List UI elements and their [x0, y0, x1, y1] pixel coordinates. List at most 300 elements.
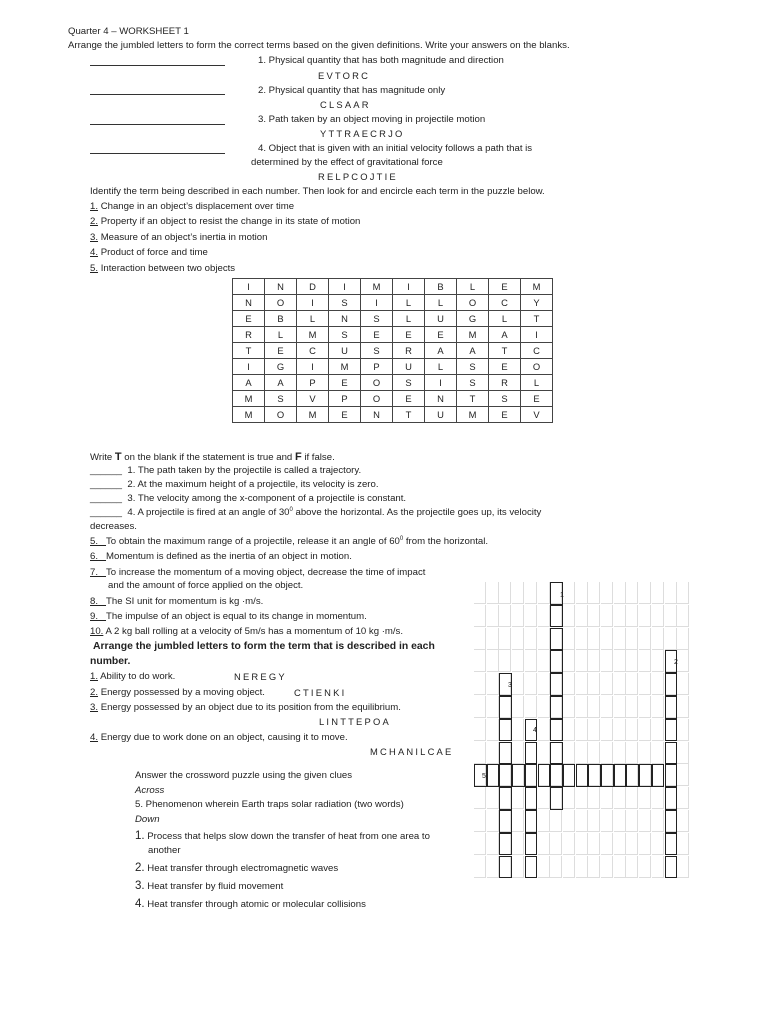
- crossword-grid-cell: [576, 856, 588, 878]
- puzzle-letter-cell[interactable]: T: [233, 343, 265, 359]
- crossword-grid-cell: [652, 582, 664, 604]
- tf-blank[interactable]: ______: [90, 493, 123, 504]
- part4-jumble-4: MCHANILCAE: [370, 746, 454, 757]
- crossword-grid-cell: [576, 787, 588, 809]
- crossword-grid-cell: [563, 673, 575, 695]
- crossword-answer-cell[interactable]: [512, 764, 525, 787]
- crossword-grid-cell: [677, 673, 689, 695]
- crossword-answer-cell[interactable]: [525, 833, 538, 856]
- puzzle-letter-cell[interactable]: I: [297, 295, 329, 311]
- puzzle-letter-cell[interactable]: S: [457, 375, 489, 391]
- tf-item-6: 6. Momentum is defined as the inertia of an object in motion.: [90, 551, 352, 562]
- puzzle-letter-cell[interactable]: M: [457, 327, 489, 343]
- puzzle-letter-cell[interactable]: M: [521, 279, 553, 295]
- crossword-grid-cell: [563, 582, 575, 604]
- crossword-answer-cell[interactable]: [487, 764, 500, 787]
- crossword-grid-cell: [512, 605, 524, 627]
- crossword-number-3: 3: [508, 682, 512, 689]
- crossword-grid-cell: [563, 810, 575, 832]
- puzzle-letter-cell[interactable]: L: [457, 279, 489, 295]
- crossword-grid-cell: [538, 856, 550, 878]
- crossword-answer-cell[interactable]: [525, 764, 538, 787]
- puzzle-letter-cell[interactable]: S: [393, 375, 425, 391]
- part4-jumble-3: LINTTEPOA: [319, 716, 391, 727]
- crossword-grid-cell: [563, 742, 575, 764]
- puzzle-letter-cell[interactable]: Y: [521, 295, 553, 311]
- tf-blank[interactable]: ______: [90, 465, 123, 476]
- puzzle-letter-cell[interactable]: N: [361, 407, 393, 423]
- crossword-grid-cell: [601, 719, 613, 741]
- crossword-grid-cell: [576, 810, 588, 832]
- crossword-grid-cell: [626, 787, 638, 809]
- part4-jumble-1: NEREGY: [234, 671, 287, 682]
- crossword-answer-cell[interactable]: [665, 833, 678, 856]
- puzzle-letter-cell[interactable]: M: [233, 391, 265, 407]
- answer-blank-1[interactable]: [90, 65, 225, 66]
- puzzle-letter-cell[interactable]: E: [233, 311, 265, 327]
- part2-item-3: 3. Measure of an object’s inertia in motion: [90, 232, 268, 243]
- puzzle-letter-cell[interactable]: A: [425, 343, 457, 359]
- crossword-grid-cell: [639, 696, 651, 718]
- puzzle-letter-cell[interactable]: T: [489, 343, 521, 359]
- crossword-grid-cell: [538, 650, 550, 672]
- puzzle-letter-cell[interactable]: I: [425, 375, 457, 391]
- crossword-grid-cell: [538, 696, 550, 718]
- crossword-answer-cell[interactable]: [525, 810, 538, 833]
- crossword-answer-cell[interactable]: [665, 742, 678, 765]
- crossword-grid-cell: [677, 833, 689, 855]
- puzzle-letter-cell[interactable]: T: [521, 311, 553, 327]
- puzzle-letter-cell[interactable]: V: [297, 391, 329, 407]
- crossword-answer-cell[interactable]: [550, 673, 563, 696]
- crossword-answer-cell[interactable]: [538, 764, 551, 787]
- crossword-answer-cell[interactable]: [499, 787, 512, 810]
- crossword-grid-cell: [563, 628, 575, 650]
- puzzle-letter-cell[interactable]: O: [457, 295, 489, 311]
- crossword-grid-cell: [487, 787, 499, 809]
- crossword-grid-cell: [639, 833, 651, 855]
- crossword-answer-cell[interactable]: [550, 719, 563, 742]
- crossword-answer-cell[interactable]: [563, 764, 576, 787]
- puzzle-row: [233, 295, 553, 311]
- puzzle-letter-cell[interactable]: I: [297, 359, 329, 375]
- crossword-grid-cell: [563, 833, 575, 855]
- crossword-grid-cell: [614, 742, 626, 764]
- crossword-grid-cell: [677, 787, 689, 809]
- crossword-answer-cell[interactable]: [665, 696, 678, 719]
- puzzle-letter-cell[interactable]: S: [329, 327, 361, 343]
- puzzle-letter-cell[interactable]: L: [489, 311, 521, 327]
- puzzle-letter-cell[interactable]: R: [489, 375, 521, 391]
- puzzle-letter-cell[interactable]: I: [233, 359, 265, 375]
- puzzle-letter-cell[interactable]: M: [457, 407, 489, 423]
- crossword-answer-cell[interactable]: [525, 787, 538, 810]
- puzzle-letter-cell[interactable]: I: [233, 279, 265, 295]
- puzzle-row: [233, 391, 553, 407]
- crossword-answer-cell[interactable]: [499, 856, 512, 879]
- puzzle-letter-cell[interactable]: T: [457, 391, 489, 407]
- crossword-grid-cell: [652, 856, 664, 878]
- puzzle-letter-cell[interactable]: E: [489, 407, 521, 423]
- puzzle-letter-cell[interactable]: S: [265, 391, 297, 407]
- crossword-grid-cell: [487, 628, 499, 650]
- crossword-grid-cell: [626, 605, 638, 627]
- puzzle-letter-cell[interactable]: P: [297, 375, 329, 391]
- part4-jumble-2: CTIENKI: [294, 687, 347, 698]
- crossword-grid-cell: [538, 833, 550, 855]
- crossword-grid-cell: [601, 673, 613, 695]
- puzzle-row: [233, 279, 553, 295]
- puzzle-letter-cell[interactable]: G: [265, 359, 297, 375]
- down-label: Down: [135, 814, 160, 825]
- crossword-answer-cell[interactable]: [576, 764, 589, 787]
- puzzle-letter-cell[interactable]: O: [265, 295, 297, 311]
- puzzle-letter-cell[interactable]: L: [393, 295, 425, 311]
- crossword-grid-cell: [614, 833, 626, 855]
- crossword-grid-cell: [538, 605, 550, 627]
- crossword-grid-cell: [665, 605, 677, 627]
- puzzle-letter-cell[interactable]: E: [265, 343, 297, 359]
- puzzle-letter-cell[interactable]: A: [489, 327, 521, 343]
- crossword-grid-cell: [563, 787, 575, 809]
- crossword-grid-cell: [652, 833, 664, 855]
- puzzle-letter-cell[interactable]: A: [233, 375, 265, 391]
- crossword-grid-cell: [563, 650, 575, 672]
- crossword-grid-cell: [538, 719, 550, 741]
- puzzle-row: [233, 327, 553, 343]
- puzzle-letter-cell[interactable]: M: [297, 407, 329, 423]
- part1-jumble-3: YTTRAECRJO: [320, 128, 405, 139]
- puzzle-letter-cell[interactable]: S: [361, 343, 393, 359]
- crossword-grid[interactable]: [474, 582, 690, 890]
- crossword-grid-cell: [487, 605, 499, 627]
- crossword-answer-cell[interactable]: [550, 605, 563, 628]
- crossword-answer-cell[interactable]: [499, 810, 512, 833]
- puzzle-letter-cell[interactable]: L: [393, 311, 425, 327]
- puzzle-letter-cell[interactable]: S: [329, 295, 361, 311]
- crossword-answer-cell[interactable]: [525, 856, 538, 879]
- crossword-answer-cell[interactable]: [614, 764, 627, 787]
- crossword-grid-cell: [652, 719, 664, 741]
- puzzle-letter-cell[interactable]: S: [361, 311, 393, 327]
- crossword-grid-cell: [563, 696, 575, 718]
- crossword-answer-cell[interactable]: [550, 628, 563, 651]
- crossword-grid-cell: [639, 605, 651, 627]
- tf-item-4-cont: decreases.: [90, 521, 137, 532]
- crossword-grid-cell: [639, 742, 651, 764]
- puzzle-letter-cell[interactable]: E: [521, 391, 553, 407]
- part3-instruction: Write T on the blank if the statement is true and F if false.: [90, 451, 335, 463]
- crossword-grid-cell: [474, 856, 486, 878]
- tf-blank[interactable]: ______: [90, 507, 123, 518]
- crossword-grid-cell: [601, 787, 613, 809]
- puzzle-letter-cell[interactable]: N: [329, 311, 361, 327]
- crossword-grid-cell: [512, 833, 524, 855]
- crossword-grid-cell: [538, 742, 550, 764]
- crossword-grid-cell: [499, 650, 511, 672]
- puzzle-letter-cell[interactable]: L: [265, 327, 297, 343]
- crossword-grid-cell: [512, 628, 524, 650]
- crossword-answer-cell[interactable]: [499, 696, 512, 719]
- answer-blank-2[interactable]: [90, 94, 225, 95]
- crossword-grid-cell: [512, 696, 524, 718]
- part2-item-1: 1. Change in an object’s displacement over time: [90, 201, 295, 212]
- puzzle-letter-cell[interactable]: N: [265, 279, 297, 295]
- crossword-grid-cell: [626, 810, 638, 832]
- puzzle-letter-cell[interactable]: C: [521, 343, 553, 359]
- crossword-grid-cell: [626, 833, 638, 855]
- puzzle-letter-cell[interactable]: C: [489, 295, 521, 311]
- crossword-answer-cell[interactable]: [550, 696, 563, 719]
- puzzle-letter-cell[interactable]: A: [457, 343, 489, 359]
- answer-blank-4[interactable]: [90, 153, 225, 154]
- puzzle-letter-cell[interactable]: B: [425, 279, 457, 295]
- crossword-answer-cell[interactable]: [525, 742, 538, 765]
- crossword-grid-cell: [639, 628, 651, 650]
- crossword-grid-cell: [550, 810, 562, 832]
- crossword-grid-cell: [588, 742, 600, 764]
- crossword-grid-cell: [601, 833, 613, 855]
- puzzle-letter-cell[interactable]: I: [329, 279, 361, 295]
- crossword-answer-cell[interactable]: [499, 719, 512, 742]
- tf-item-4: ______ 4. A projectile is fired at an angle of $30^0$ above the horizontal. As the projectile goes up, its velocity: [90, 506, 542, 518]
- crossword-answer-cell[interactable]: [550, 650, 563, 673]
- crossword-grid-cell: [487, 856, 499, 878]
- crossword-answer-cell[interactable]: [499, 764, 512, 787]
- crossword-grid-cell: [576, 650, 588, 672]
- crossword-grid-cell: [474, 673, 486, 695]
- crossword-grid-cell: [538, 787, 550, 809]
- crossword-grid-cell: [525, 605, 537, 627]
- puzzle-letter-cell[interactable]: O: [361, 375, 393, 391]
- puzzle-letter-cell[interactable]: E: [329, 375, 361, 391]
- puzzle-letter-cell[interactable]: E: [393, 391, 425, 407]
- word-search-puzzle[interactable]: [232, 278, 553, 423]
- part1-jumble-2: CLSAAR: [320, 99, 371, 110]
- crossword-grid-cell: [576, 742, 588, 764]
- crossword-grid-cell: [626, 628, 638, 650]
- crossword-grid-cell: [588, 696, 600, 718]
- puzzle-letter-cell[interactable]: U: [425, 311, 457, 327]
- crossword-grid-cell: [652, 650, 664, 672]
- crossword-grid-cell: [538, 582, 550, 604]
- down-clue-1-cont: another: [148, 845, 181, 856]
- puzzle-letter-cell[interactable]: A: [265, 375, 297, 391]
- puzzle-letter-cell[interactable]: S: [457, 359, 489, 375]
- puzzle-letter-cell[interactable]: N: [425, 391, 457, 407]
- crossword-grid-cell: [614, 810, 626, 832]
- crossword-grid-cell: [499, 605, 511, 627]
- crossword-answer-cell[interactable]: [665, 787, 678, 810]
- crossword-grid-cell: [525, 628, 537, 650]
- crossword-grid-cell: [563, 856, 575, 878]
- crossword-grid-cell: [639, 719, 651, 741]
- puzzle-letter-cell[interactable]: B: [265, 311, 297, 327]
- puzzle-letter-cell[interactable]: E: [361, 327, 393, 343]
- crossword-grid-cell: [588, 605, 600, 627]
- crossword-grid-cell: [512, 856, 524, 878]
- crossword-grid-cell: [639, 810, 651, 832]
- part1-jumble-4: RELPCOJTIE: [318, 171, 398, 182]
- crossword-grid-cell: [474, 650, 486, 672]
- crossword-grid-cell: [499, 582, 511, 604]
- crossword-grid-cell: [512, 787, 524, 809]
- crossword-grid-cell: [474, 810, 486, 832]
- part2-item-4: 4. Product of force and time: [90, 247, 208, 258]
- puzzle-letter-cell[interactable]: I: [393, 279, 425, 295]
- puzzle-letter-cell[interactable]: L: [297, 311, 329, 327]
- crossword-grid-cell: [601, 582, 613, 604]
- puzzle-letter-cell[interactable]: E: [329, 407, 361, 423]
- crossword-answer-cell[interactable]: [550, 764, 563, 787]
- crossword-answer-cell[interactable]: [639, 764, 652, 787]
- tf-item-8: 8. The SI unit for momentum is kg ·m/s.: [90, 596, 264, 607]
- crossword-grid-cell: [474, 582, 486, 604]
- crossword-grid-cell: [626, 856, 638, 878]
- crossword-number-2: 2: [674, 659, 678, 666]
- crossword-answer-cell[interactable]: [588, 764, 601, 787]
- crossword-answer-cell[interactable]: [550, 787, 563, 810]
- crossword-grid-cell: [474, 628, 486, 650]
- crossword-answer-cell[interactable]: [665, 673, 678, 696]
- crossword-grid-cell: [512, 673, 524, 695]
- crossword-grid-cell: [665, 628, 677, 650]
- crossword-grid-cell: [576, 605, 588, 627]
- crossword-grid-cell: [601, 628, 613, 650]
- crossword-grid-cell: [588, 833, 600, 855]
- puzzle-letter-cell[interactable]: O: [361, 391, 393, 407]
- crossword-grid-cell: [512, 582, 524, 604]
- crossword-answer-cell[interactable]: [550, 742, 563, 765]
- crossword-answer-cell[interactable]: [665, 810, 678, 833]
- puzzle-letter-cell[interactable]: U: [393, 359, 425, 375]
- puzzle-letter-cell[interactable]: I: [521, 327, 553, 343]
- crossword-grid-cell: [538, 810, 550, 832]
- crossword-grid-cell: [614, 719, 626, 741]
- crossword-grid-cell: [677, 810, 689, 832]
- part4-item-1: 1. Ability to do work.: [90, 671, 176, 682]
- puzzle-letter-cell[interactable]: S: [489, 391, 521, 407]
- crossword-grid-cell: [601, 650, 613, 672]
- puzzle-letter-cell[interactable]: E: [393, 327, 425, 343]
- puzzle-letter-cell[interactable]: E: [489, 279, 521, 295]
- puzzle-row: [233, 311, 553, 327]
- puzzle-letter-cell[interactable]: O: [521, 359, 553, 375]
- down-clue-2: 2. Heat transfer through electromagnetic waves: [135, 862, 339, 874]
- crossword-answer-cell[interactable]: [652, 764, 665, 787]
- part4-item-3: 3. Energy possessed by an object due to its position from the equilibrium.: [90, 702, 401, 713]
- puzzle-letter-cell[interactable]: E: [489, 359, 521, 375]
- crossword-answer-cell[interactable]: [499, 833, 512, 856]
- crossword-grid-cell: [665, 582, 677, 604]
- puzzle-letter-cell[interactable]: L: [425, 359, 457, 375]
- puzzle-letter-cell[interactable]: V: [521, 407, 553, 423]
- crossword-answer-cell[interactable]: [601, 764, 614, 787]
- crossword-grid-cell: [626, 742, 638, 764]
- puzzle-letter-cell[interactable]: M: [329, 359, 361, 375]
- crossword-grid-cell: [487, 650, 499, 672]
- crossword-grid-cell: [614, 628, 626, 650]
- puzzle-letter-cell[interactable]: U: [425, 407, 457, 423]
- puzzle-letter-cell[interactable]: R: [233, 327, 265, 343]
- tf-item-9: 9. The impulse of an object is equal to its change in momentum.: [90, 611, 367, 622]
- crossword-grid-cell: [525, 650, 537, 672]
- puzzle-row: [233, 343, 553, 359]
- puzzle-letter-cell[interactable]: U: [329, 343, 361, 359]
- crossword-grid-cell: [626, 673, 638, 695]
- puzzle-letter-cell[interactable]: L: [521, 375, 553, 391]
- crossword-answer-cell[interactable]: [665, 856, 678, 879]
- part2-item-5: 5. Interaction between two objects: [90, 263, 236, 274]
- puzzle-letter-cell[interactable]: L: [425, 295, 457, 311]
- answer-blank-3[interactable]: [90, 124, 225, 125]
- crossword-answer-cell[interactable]: [665, 764, 678, 787]
- crossword-grid-cell: [576, 833, 588, 855]
- puzzle-row: [233, 359, 553, 375]
- puzzle-letter-cell[interactable]: P: [329, 391, 361, 407]
- part1-question-4: 4. Object that is given with an initial velocity follows a path that is: [258, 143, 533, 154]
- crossword-grid-cell: [601, 742, 613, 764]
- part2-instruction: Identify the term being described in each number. Then look for and encircle each term in the puzzle below.: [90, 186, 545, 197]
- puzzle-letter-cell[interactable]: R: [393, 343, 425, 359]
- puzzle-letter-cell[interactable]: M: [233, 407, 265, 423]
- puzzle-letter-cell[interactable]: D: [297, 279, 329, 295]
- part1-question-1: 1. Physical quantity that has both magnitude and direction: [258, 55, 504, 66]
- crossword-grid-cell: [512, 810, 524, 832]
- tf-item-1: ______ 1. The path taken by the projectile is called a trajectory.: [90, 465, 362, 476]
- puzzle-letter-cell[interactable]: M: [361, 279, 393, 295]
- puzzle-letter-cell[interactable]: I: [361, 295, 393, 311]
- crossword-grid-cell: [677, 719, 689, 741]
- puzzle-letter-cell[interactable]: C: [297, 343, 329, 359]
- crossword-answer-cell[interactable]: [626, 764, 639, 787]
- crossword-grid-cell: [652, 742, 664, 764]
- crossword-grid-cell: [677, 582, 689, 604]
- crossword-number-4: 4: [533, 727, 537, 734]
- part2-item-2: 2. Property if an object to resist the change in its state of motion: [90, 216, 361, 227]
- crossword-grid-cell: [626, 696, 638, 718]
- part1-question-2: 2. Physical quantity that has magnitude only: [258, 85, 446, 96]
- crossword-grid-cell: [588, 856, 600, 878]
- crossword-answer-cell[interactable]: [499, 742, 512, 765]
- crossword-grid-cell: [588, 628, 600, 650]
- crossword-grid-cell: [652, 605, 664, 627]
- crossword-grid-cell: [652, 810, 664, 832]
- crossword-grid-cell: [652, 787, 664, 809]
- puzzle-letter-cell[interactable]: M: [297, 327, 329, 343]
- crossword-answer-cell[interactable]: [665, 719, 678, 742]
- crossword-grid-cell: [538, 673, 550, 695]
- puzzle-letter-cell[interactable]: T: [393, 407, 425, 423]
- puzzle-row: [233, 375, 553, 391]
- part4-instruction-line1: Arrange the jumbled letters to form the term that is described in each: [93, 641, 435, 652]
- puzzle-letter-cell[interactable]: P: [361, 359, 393, 375]
- puzzle-letter-cell[interactable]: E: [425, 327, 457, 343]
- puzzle-letter-cell[interactable]: O: [265, 407, 297, 423]
- crossword-grid-cell: [487, 742, 499, 764]
- crossword-grid-cell: [614, 582, 626, 604]
- crossword-grid-cell: [601, 605, 613, 627]
- crossword-grid-cell: [614, 605, 626, 627]
- tf-blank[interactable]: ______: [90, 479, 123, 490]
- crossword-grid-cell: [626, 719, 638, 741]
- puzzle-letter-cell[interactable]: N: [233, 295, 265, 311]
- crossword-grid-cell: [588, 650, 600, 672]
- crossword-number-1: 1: [560, 592, 564, 599]
- puzzle-letter-cell[interactable]: G: [457, 311, 489, 327]
- crossword-grid-cell: [588, 719, 600, 741]
- crossword-grid-cell: [639, 650, 651, 672]
